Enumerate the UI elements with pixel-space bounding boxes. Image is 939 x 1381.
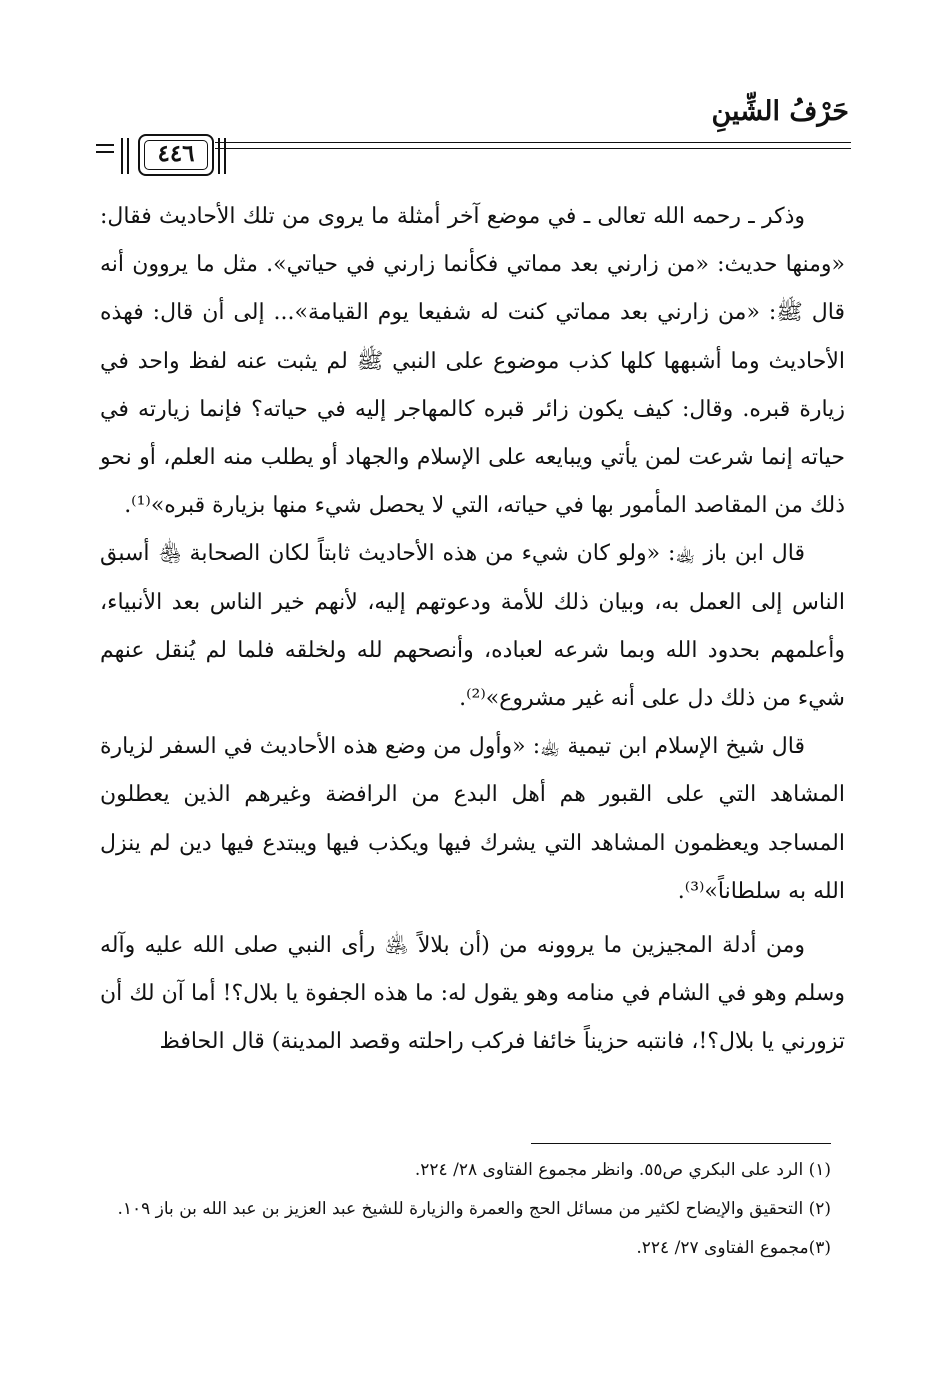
footnote: (١) الرد على البكري ص٥٥. وانظر مجموع الفتاوى ٢٨/ ٢٢٤.	[414, 1160, 831, 1180]
footnotes	[100, 1153, 831, 1266]
paragraph: قال ابن باز ﵀: «ولو كان شيء من هذه الأحاديث ثابتاً لكان الصحابة ﵃ أسبق الناس إلى العمل به، وبيان ذلك للأمة ودعوتهم إليه، لأنهم خير الناس بعد الأنبياء، وأعلمهم بحدود الله وبما شرعه لعباده، وأنصحهم لله ولخلقه فلما لم يُنقل عنهم شيء من ذلك دل على أنه غير مشروع»⁽²⁾.	[100, 541, 845, 712]
footnote: (٣)مجموع الفتاوى ٢٧/ ٢٢٤.	[636, 1238, 831, 1258]
footnote-separator	[531, 1143, 831, 1144]
paragraph: وذكر ـ رحمه الله تعالى ـ في موضع آخر أمثلة ما يروى من تلك الأحاديث فقال: «ومنها حديث: «من زارني بعد مماتي فكأنما زارني في حياتي». مثل ما يروون أنه قال ﷺ: «من زارني بعد مماتي كنت له شفيعا يوم القيامة»... إلى أن قال: فهذه الأحاديث وما أشبهها كلها كذب موضوع على النبي ﷺ لم يثبت عنه لفظ واحد في زيارة قبره. وقال: كيف يكون زائر قبره كالمهاجر إليه في حياته؟ فإنما زيارته في حياته إنما شرعت لمن يأتي ويبايعه على الإسلام والجهاد أو يطلب منه العلم، أو نحو ذلك من المقاصد المأمور بها في حياته، التي لا يحصل شيء منها بزيارة قبره»⁽¹⁾.	[100, 204, 845, 519]
page-number-frame-lines	[119, 138, 133, 174]
header-edge-mark	[96, 144, 114, 158]
header-rule	[215, 142, 851, 143]
page-number-frame-lines	[216, 138, 230, 174]
header-rule	[215, 148, 851, 149]
page-number	[138, 134, 214, 176]
paragraph: قال شيخ الإسلام ابن تيمية ﵀: «وأول من وضع هذه الأحاديث في السفر لزيارة المشاهد التي على القبور هم أهل البدع من الرافضة وغيرهم الذين يعطلون المساجد ويعظمون المشاهد التي يشرك فيها ويكذب فيها ويبتدع فيها دين لم ينزل الله به سلطاناً»⁽³⁾.	[100, 734, 845, 904]
footnote: (٢) التحقيق والإيضاح لكثير من مسائل الحج والعمرة والزيارة للشيخ عبد العزيز بن عبد الله بن باز ١٠٩.	[117, 1199, 831, 1219]
paragraph: ومن أدلة المجيزين ما يروونه من (أن بلالاً ﵁ رأى النبي صلى الله عليه وآله وسلم وهو في الشام في منامه وهو يقول له: ما هذه الجفوة يا بلال؟! أما آن لك أن تزورني يا بلال؟!، فانتبه حزيناً خائفا فركب راحلته وقصد المدينة) قال الحافظ	[100, 933, 845, 1055]
body-text	[100, 193, 845, 1067]
running-title: حَرْفُ الشِّينِ	[711, 96, 849, 127]
page-number-text: ٤٤٦	[157, 140, 195, 167]
